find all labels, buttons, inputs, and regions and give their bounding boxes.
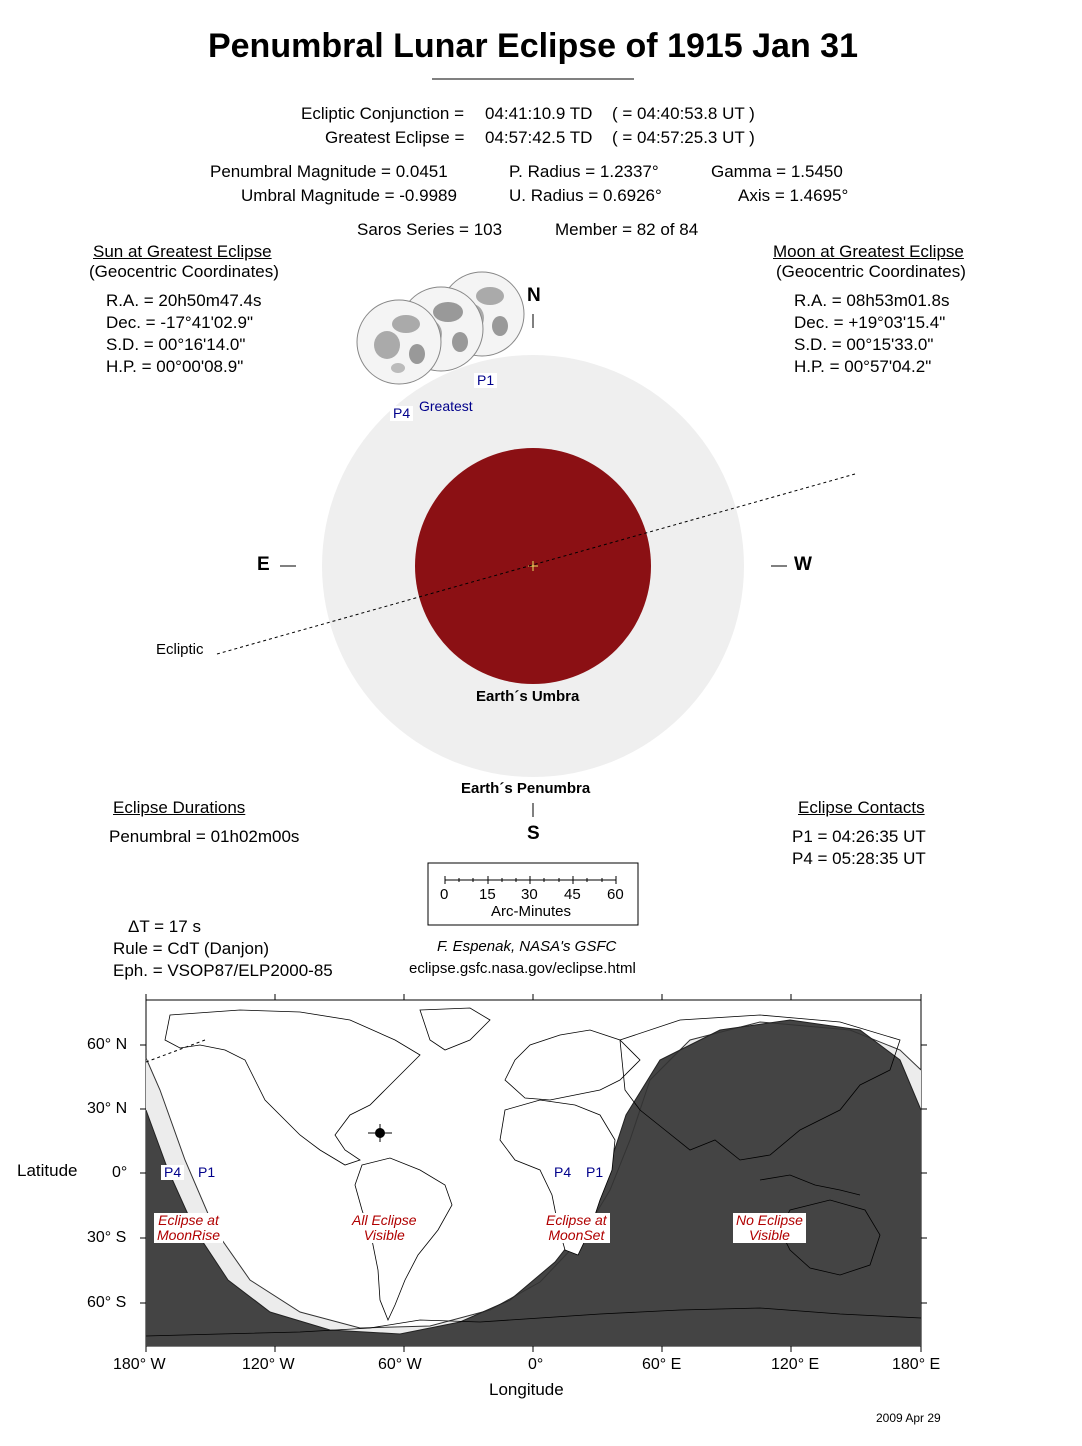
p-radius: P. Radius = 1.2337° (509, 162, 659, 181)
scale-tick-45: 45 (564, 886, 581, 903)
page-title: Penumbral Lunar Eclipse of 1915 Jan 31 (207, 27, 859, 65)
region-none-visible (733, 1213, 806, 1243)
longitude-title: Longitude (489, 1380, 564, 1399)
south-label: S (527, 823, 540, 844)
lon-180w: 180° W (113, 1356, 166, 1373)
penumbral-magnitude: Penumbral Magnitude = 0.0451 (210, 162, 448, 181)
sun-subheading: (Geocentric Coordinates) (89, 262, 279, 281)
umbral-magnitude: Umbral Magnitude = -0.9989 (241, 186, 457, 205)
contacts-heading: Eclipse Contacts (798, 798, 925, 817)
map-p1-east: P1 (583, 1165, 606, 1180)
lon-0: 0° (528, 1356, 544, 1373)
conjunction-td: 04:41:10.9 TD (485, 104, 593, 123)
region-moonrise (154, 1213, 223, 1243)
rule: Rule = CdT (Danjon) (113, 939, 270, 958)
region-all-line2: Visible (363, 1227, 405, 1243)
region-none-line2: Visible (748, 1227, 790, 1243)
lat-0: 0° (112, 1164, 128, 1181)
greatest-td: 04:57:42.5 TD (485, 128, 593, 147)
moon-subheading: (Geocentric Coordinates) (776, 262, 966, 281)
latitude-title: Latitude (17, 1161, 78, 1180)
moon-ra: R.A. = 08h53m01.8s (794, 291, 950, 310)
scale-label: Arc-Minutes (491, 903, 572, 920)
date-stamp: 2009 Apr 29 (876, 1411, 941, 1425)
conjunction-label: Ecliptic Conjunction = (301, 104, 465, 123)
east-label: E (257, 554, 270, 575)
penumbra-label: Earth´s Penumbra (461, 780, 591, 797)
scale-tick-15: 15 (479, 886, 496, 903)
lat-30n: 30° N (87, 1100, 128, 1117)
lat-60n: 60° N (87, 1036, 128, 1053)
region-all-visible (349, 1213, 420, 1243)
region-all-line1: All Eclipse (352, 1212, 417, 1228)
contact-p1: P1 = 04:26:35 UT (792, 827, 926, 846)
ecliptic-label: Ecliptic (156, 641, 204, 658)
world-map (146, 1000, 921, 1346)
greatest-label: Greatest Eclipse = (325, 128, 465, 147)
region-none-line1: No Eclipse (736, 1212, 803, 1228)
map-p4-east: P4 (551, 1165, 574, 1180)
scale-tick-0: 0 (440, 886, 449, 903)
scale-tick-30: 30 (521, 886, 538, 903)
gamma: Gamma = 1.5450 (711, 162, 843, 181)
conjunction-ut: ( = 04:40:53.8 UT ) (612, 104, 755, 123)
map-p1-west: P1 (195, 1165, 218, 1180)
p1-moon-label: P1 (474, 373, 497, 388)
lon-120e: 120° E (771, 1356, 820, 1373)
west-label: W (794, 554, 812, 575)
moon-hp: H.P. = 00°57'04.2" (794, 357, 932, 376)
greatest-ut: ( = 04:57:25.3 UT ) (612, 128, 755, 147)
region-moonset-line1: Eclipse at (546, 1212, 607, 1228)
umbra-label: Earth´s Umbra (476, 688, 580, 705)
lat-60s: 60° S (87, 1294, 127, 1311)
north-label: N (527, 285, 541, 306)
axis: Axis = 1.4695° (738, 186, 849, 205)
contact-p4: P4 = 05:28:35 UT (792, 849, 926, 868)
sun-ra: R.A. = 20h50m47.4s (106, 291, 262, 310)
sun-dec: Dec. = -17°41'02.9" (106, 313, 253, 332)
moon-heading: Moon at Greatest Eclipse (773, 242, 964, 261)
saros-series: Saros Series = 103 (357, 220, 503, 239)
map-p4-west: P4 (161, 1165, 184, 1180)
sun-hp: H.P. = 00°00'08.9" (106, 357, 244, 376)
moon-sd: S.D. = 00°15'33.0" (794, 335, 934, 354)
region-moonset-line2: MoonSet (548, 1227, 605, 1243)
sun-heading: Sun at Greatest Eclipse (93, 242, 272, 261)
sun-sd: S.D. = 00°16'14.0" (106, 335, 246, 354)
moon-p4 (357, 300, 441, 384)
greatest-moon-label: Greatest (419, 398, 473, 414)
p4-moon-label: P4 (390, 406, 413, 421)
scale-tick-60: 60 (607, 886, 624, 903)
ephemeris: Eph. = VSOP87/ELP2000-85 (113, 961, 333, 980)
lon-60w: 60° W (378, 1356, 422, 1373)
moon-dec: Dec. = +19°03'15.4" (794, 313, 946, 332)
lat-30s: 30° S (87, 1229, 127, 1246)
region-moonrise-line1: Eclipse at (158, 1212, 219, 1228)
credit-author: F. Espenak, NASA's GSFC (437, 938, 617, 955)
saros-member: Member = 82 of 84 (555, 220, 699, 239)
u-radius: U. Radius = 0.6926° (509, 186, 662, 205)
durations-heading: Eclipse Durations (113, 798, 246, 817)
penumbral-duration: Penumbral = 01h02m00s (109, 827, 300, 846)
lon-180e: 180° E (892, 1356, 941, 1373)
region-moonrise-line2: MoonRise (157, 1227, 221, 1243)
lon-120w: 120° W (242, 1356, 295, 1373)
lon-60e: 60° E (642, 1356, 682, 1373)
credit-url: eclipse.gsfc.nasa.gov/eclipse.html (409, 960, 636, 977)
region-moonset (543, 1213, 610, 1243)
delta-t: ΔT = 17 s (128, 917, 201, 936)
